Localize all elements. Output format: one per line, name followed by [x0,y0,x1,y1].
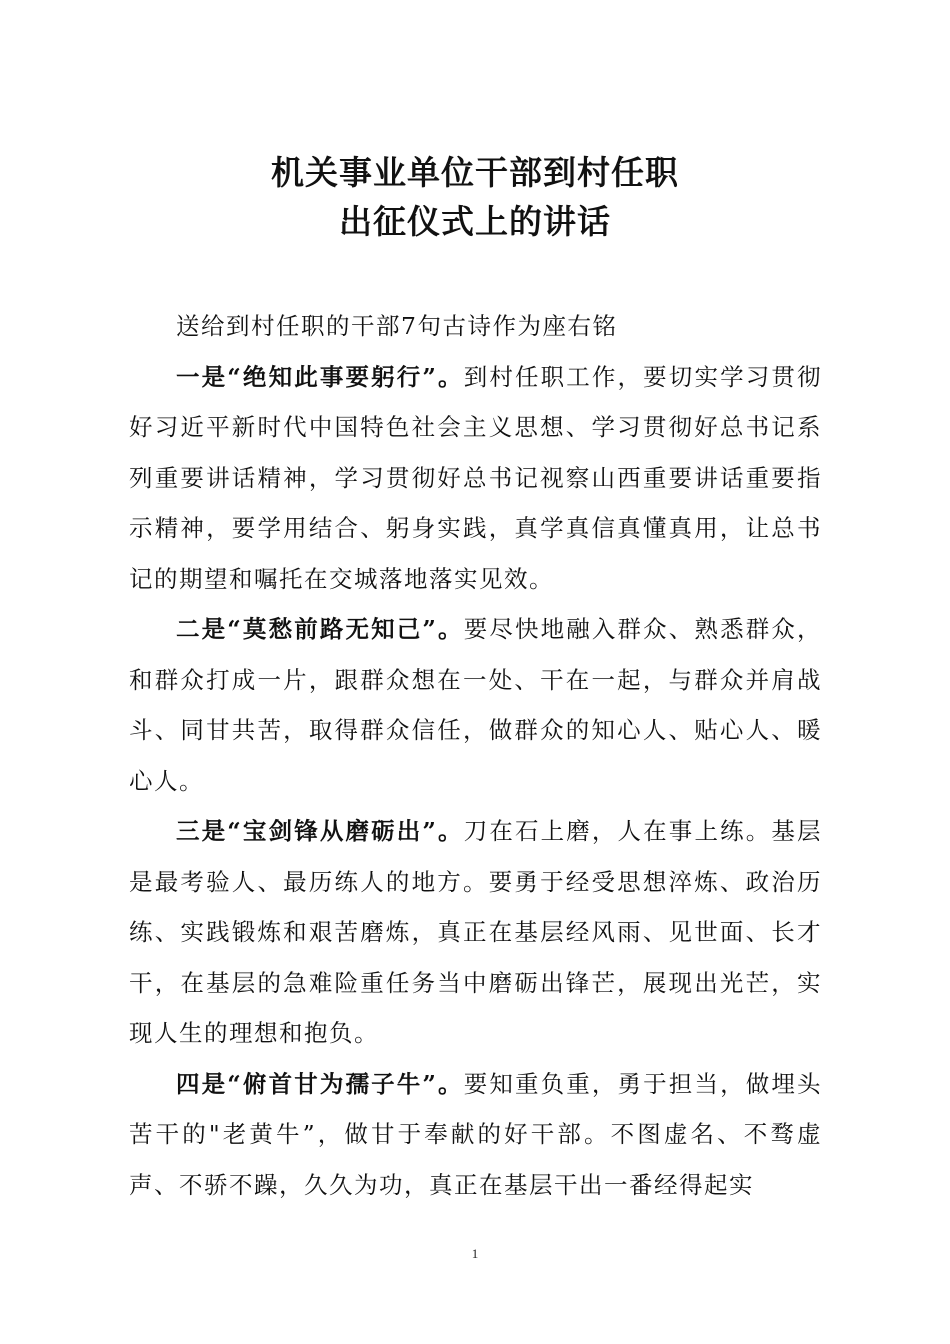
paragraph-3-lead: 三是“宝剑锋从磨砺出”。 [176,817,464,845]
paragraph-1-text: 到村任职工作，要切实学习贯彻好习近平新时代中国特色社会主义思想、学习贯彻好总书记系列重要讲话精神，学习贯彻好总书记视察山西重要讲话重要指示精神，要学用结合、躬身实践，真学真信真懂真用，让总书记的期望和嘱托在交城落地落实见效。 [129,362,822,593]
paragraph-4-lead: 四是“俯首甘为孺子牛”。 [176,1069,464,1098]
paragraph-2-text: 要尽快地融入群众、熟悉群众，和群众打成一片，跟群众想在一处、干在一起，与群众并肩战斗、同甘共苦，取得群众信任，做群众的知心人、贴心人、暖心人。 [129,615,822,795]
intro-paragraph: 送给到村任职的干部7句古诗作为座右铭 [176,312,618,340]
paragraph-2 [129,604,822,806]
paragraph-1 [129,352,822,605]
paragraph-4 [129,1059,822,1211]
paragraph-3-text: 刀在石上磨，人在事上练。基层是最考验人、最历练人的地方。要勇于经受思想淬炼、政治历练、实践锻炼和艰苦磨炼，真正在基层经风雨、见世面、长才干，在基层的急难险重任务当中磨砺出锋芒，展现出光芒，实现人生的理想和抱负。 [129,817,822,1047]
page-number: 1 [471,1246,479,1261]
paragraph-1-lead: 一是“绝知此事要躬行”。 [176,362,464,391]
paragraph-4-text: 要知重负重，勇于担当，做埋头苦干的"老黄牛”，做甘于奉献的好干部。不图虚名、不骛虚声、不骄不躁，久久为功，真正在基层干出一番经得起实 [129,1069,822,1199]
paragraph-2-lead: 二是“莫愁前路无知己”。 [176,615,464,643]
title-line-1: 机关事业单位干部到村任职 [271,153,679,192]
title-line-2: 出征仪式上的讲话 [339,202,611,241]
paragraph-3 [129,806,822,1059]
document-body [129,301,822,1210]
document-title [0,148,950,246]
